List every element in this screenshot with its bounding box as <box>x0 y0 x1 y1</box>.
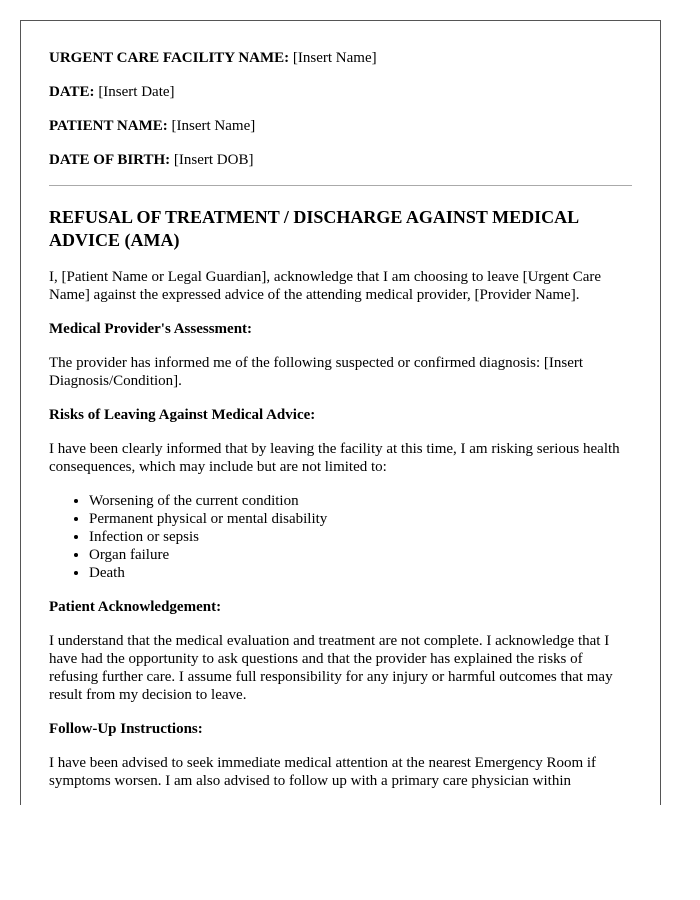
intro-paragraph: I, [Patient Name or Legal Guardian], acknowledge that I am choosing to leave [Urgent Care Name] against the expressed advice of the attending medical provider, [Provider Name]. <box>49 269 602 303</box>
followup-heading: Follow-Up Instructions: <box>49 721 203 737</box>
date-field: DATE: [Insert Date] <box>49 84 175 100</box>
document-page <box>20 20 661 805</box>
list-item: • Death <box>89 564 632 582</box>
divider <box>49 185 632 186</box>
risks-text: I have been clearly informed that by leaving the facility at this time, I am risking serious health consequences, which may include but are not limited to: <box>49 441 620 475</box>
acknowledgement-heading: Patient Acknowledgement: <box>49 599 222 615</box>
dob-field: DATE OF BIRTH: [Insert DOB] <box>49 152 254 168</box>
list-item: • Permanent physical or mental disability <box>89 510 632 528</box>
list-item: • Worsening of the current condition <box>89 492 632 510</box>
list-item: • Organ failure <box>89 546 632 564</box>
assessment-heading: Medical Provider's Assessment: <box>49 321 253 337</box>
document-title: REFUSAL OF TREATMENT / DISCHARGE AGAINST MEDICAL ADVICE (AMA) <box>49 207 579 250</box>
assessment-text: The provider has informed me of the following suspected or confirmed diagnosis: [Insert Diagnosis/Condition]. <box>49 355 584 389</box>
followup-text: I have been advised to seek immediate medical attention at the nearest Emergency Room if symptoms worsen. I am also advised to follow up with a primary care physician within <box>49 755 597 789</box>
facility-name-field: URGENT CARE FACILITY NAME: [Insert Name] <box>49 50 377 66</box>
patient-name-field: PATIENT NAME: [Insert Name] <box>49 118 256 134</box>
risks-list <box>49 492 632 582</box>
acknowledgement-text: I understand that the medical evaluation and treatment are not complete. I acknowledge that I have had the opportunity to ask questions and that the provider has explained the risks of refusing further care. I assume full responsibility for any injury or harmful outcomes that may result from my decision to leave. <box>49 633 613 703</box>
list-item: • Infection or sepsis <box>89 528 632 546</box>
risks-heading: Risks of Leaving Against Medical Advice: <box>49 407 316 423</box>
